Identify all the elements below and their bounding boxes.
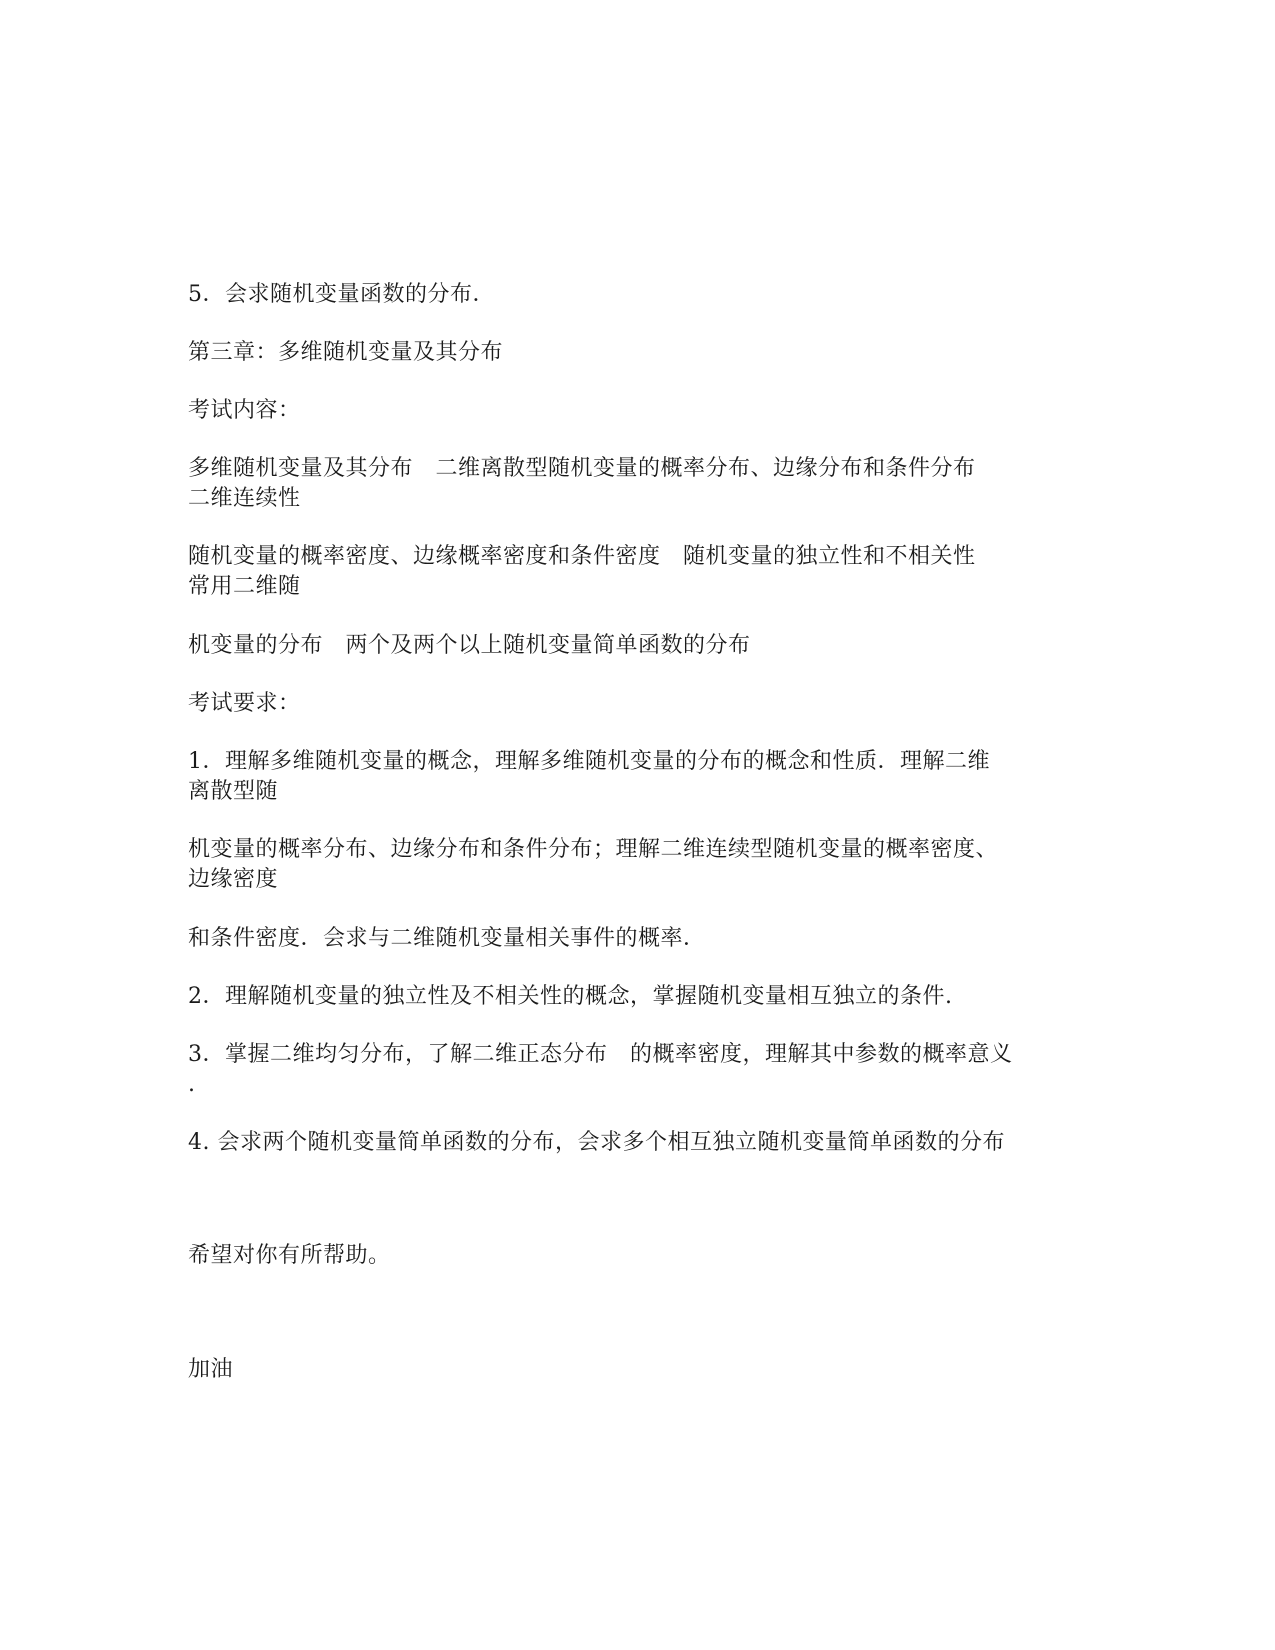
text-line: 和条件密度．会求与二维随机变量相关事件的概率． <box>188 926 706 951</box>
text-line: 离散型随 <box>188 779 279 804</box>
closing-text: 希望对你有所帮助。 <box>188 1243 391 1268</box>
text-line: 机变量的分布 两个及两个以上随机变量简单函数的分布 <box>188 633 751 658</box>
section-label: 考试要求： <box>188 691 301 716</box>
text-line: 常用二维随 <box>188 574 301 599</box>
text-line: 随机变量的概率密度、边缘概率密度和条件密度 随机变量的独立性和不相关性 <box>188 544 976 569</box>
text-line: 1．理解多维随机变量的概念，理解多维随机变量的分布的概念和性质．理解二维 <box>188 749 990 774</box>
chapter-heading: 第三章：多维随机变量及其分布 <box>188 340 504 365</box>
text-line: 边缘密度 <box>188 867 279 892</box>
text-line: . <box>188 1072 196 1097</box>
text-line: 2．理解随机变量的独立性及不相关性的概念，掌握随机变量相互独立的条件. <box>188 984 953 1009</box>
text-line: 二维连续性 <box>188 486 301 511</box>
text-line: 4. 会求两个随机变量简单函数的分布，会求多个相互独立随机变量简单函数的分布 <box>188 1130 1005 1155</box>
text-line: 机变量的概率分布、边缘分布和条件分布；理解二维连续型随机变量的概率密度、 <box>188 837 999 862</box>
closing-text: 加油 <box>188 1357 234 1382</box>
text-line: 多维随机变量及其分布 二维离散型随机变量的概率分布、边缘分布和条件分布 <box>188 456 976 481</box>
text-line: 3．掌握二维均匀分布，了解二维正态分布 的概率密度，理解其中参数的概率意义 <box>188 1042 1013 1067</box>
text-line: 5．会求随机变量函数的分布． <box>188 282 495 307</box>
section-label: 考试内容： <box>188 398 301 423</box>
